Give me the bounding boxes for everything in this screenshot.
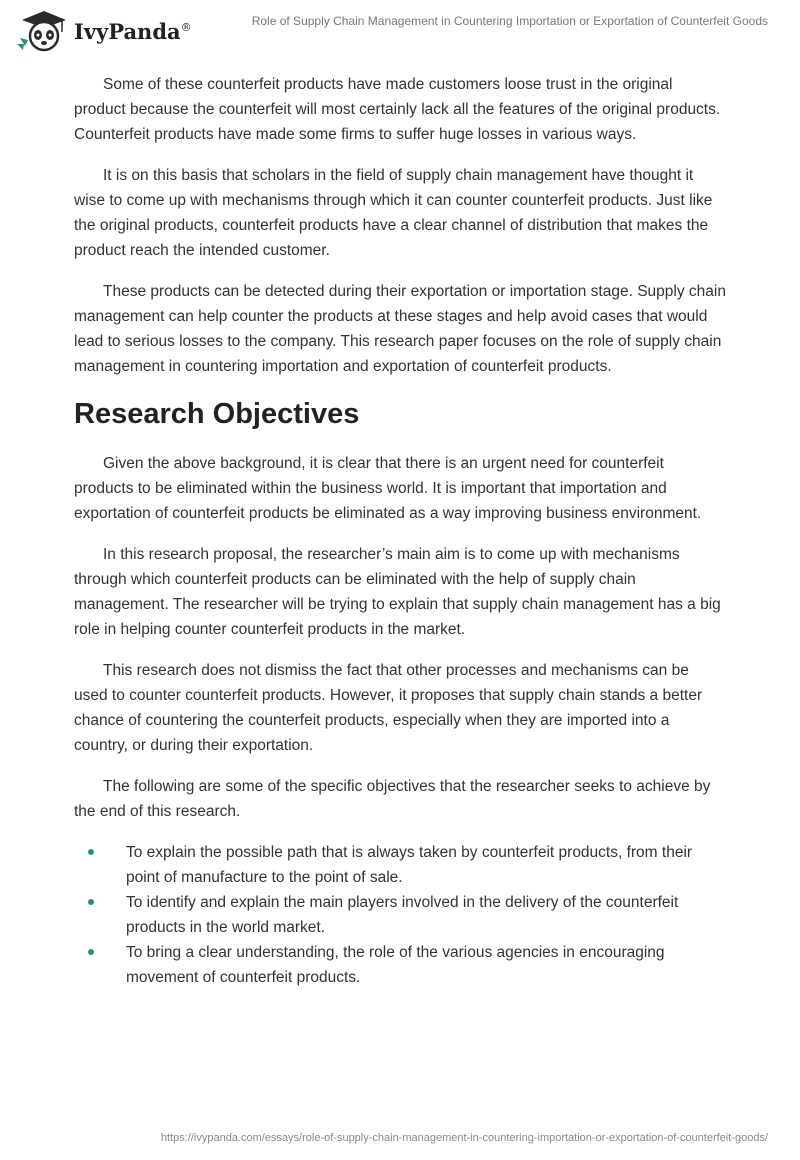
list-item — [74, 890, 726, 940]
paragraph: In this research proposal, the researcher’s main aim is to come up with mechanisms through which counterfeit products can be eliminated with the help of supply chain management. The researcher will be trying to explain that supply chain management has a big role in helping counter counterfeit products in the market. — [74, 546, 721, 638]
bullet-icon — [88, 849, 94, 855]
panda-graduate-icon — [14, 8, 72, 52]
list-item-text: To identify and explain the main players involved in the delivery of the counterfeit products in the world market. — [126, 894, 679, 936]
paragraph: The following are some of the specific objectives that the researcher seeks to achieve by the end of this research. — [74, 778, 711, 820]
paragraph: Given the above background, it is clear that there is an urgent need for counterfeit products to be eliminated within the business world. It is important that importation and exportation of counterfeit products be eliminated as a way improving business environment. — [74, 455, 702, 522]
page-header — [0, 0, 800, 60]
ivypanda-logo[interactable] — [14, 8, 192, 52]
bullet-icon — [88, 949, 94, 955]
section-heading: Research Objectives — [74, 398, 360, 430]
list-item — [74, 940, 726, 990]
paragraph: This research does not dismiss the fact that other processes and mechanisms can be used to counter counterfeit products. However, it proposes that supply chain stands a better chance of countering the counterfeit products, especially when they are imported into a country, or during their exportation. — [74, 662, 703, 754]
source-url[interactable]: https://ivypanda.com/essays/role-of-supply-chain-management-in-countering-importation-or-exportation-of-counterfeit-goods/ — [160, 1132, 768, 1144]
paragraph: It is on this basis that scholars in the field of supply chain management have thought it wise to come up with mechanisms through which it can counter counterfeit products. Just like the original products, counterfeit products have a clear channel of distribution that makes the product reach the intended customer. — [74, 167, 713, 259]
paragraph: These products can be detected during their exportation or importation stage. Supply chain management can help counter the products at these stages and help avoid cases that would lead to serious losses to the company. This research paper focuses on the role of supply chain management in countering importation and exportation of counterfeit products. — [74, 283, 726, 375]
article-body — [74, 72, 726, 990]
list-item — [74, 840, 726, 890]
bullet-icon — [88, 899, 94, 905]
paragraph: Some of these counterfeit products have made customers loose trust in the original product because the counterfeit will most certainly lack all the features of the original products. Counterfeit products have made some firms to suffer huge losses in various ways. — [74, 76, 721, 143]
list-item-text: To bring a clear understanding, the role of the various agencies in encouraging movement of counterfeit products. — [126, 944, 665, 986]
list-item-text: To explain the possible path that is always taken by counterfeit products, from their point of manufacture to the point of sale. — [126, 844, 693, 886]
document-title: Role of Supply Chain Management in Countering Importation or Exportation of Counterfeit Goods — [251, 14, 768, 28]
logo-wordmark: IvyPanda® — [74, 18, 192, 44]
objectives-list — [74, 840, 726, 990]
